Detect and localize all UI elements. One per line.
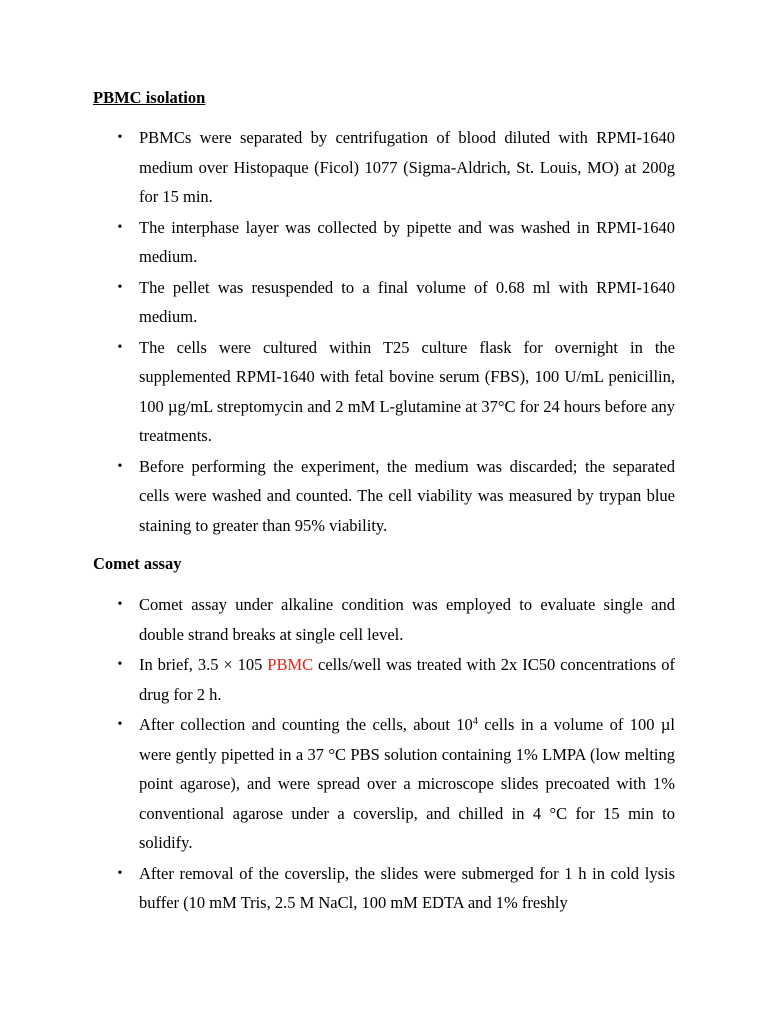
- list-item: [0, 452, 675, 541]
- list-item: [0, 710, 675, 858]
- list-item-text: The pellet was resuspended to a final volume of 0.68 ml with RPMI-1640 medium.: [139, 277, 675, 326]
- bullet-icon: •: [117, 865, 123, 881]
- list-item: [0, 859, 675, 918]
- bullet-icon: •: [117, 717, 123, 732]
- list-item: [0, 213, 675, 272]
- list-item-text-end: cells in a volume of 100 µl were gently pipetted in a 37 °C PBS solution containing 1% LMPA (low melting point agarose), and were spread over a microscope slides precoated with 1% conventional agarose under a coverslip, and chilled in 4 °C for 15 min to solidify.: [139, 715, 675, 852]
- list-item: [0, 333, 675, 451]
- bullet-icon: •: [117, 597, 123, 612]
- list-item-text: Before performing the experiment, the medium was discarded; the separated cells were washed and counted. The cell viability was measured by trypan blue staining to greater than 95% viability.: [139, 456, 675, 535]
- bullet-icon: •: [117, 279, 123, 295]
- bullet-icon: •: [117, 657, 123, 672]
- list-item-text-start: After collection and counting the cells, about 10: [139, 715, 473, 734]
- bullet-icon: •: [117, 458, 123, 474]
- list-item: [0, 590, 675, 649]
- bullet-icon: •: [117, 219, 123, 235]
- list-item-text: After removal of the coverslip, the slides were submerged for 1 h in cold lysis buffer (10 mM Tris, 2.5 M NaCl, 100 mM EDTA and 1% freshly: [139, 863, 675, 912]
- list-item-text: The interphase layer was collected by pipette and was washed in RPMI-1640 medium.: [139, 217, 675, 266]
- list-item-text-start: In brief, 3.5 × 105: [139, 655, 268, 674]
- superscript-exponent: 4: [472, 716, 478, 727]
- bullet-icon: •: [117, 130, 123, 145]
- list-item-text: PBMCs were separated by centrifugation of blood diluted with RPMI-1640 medium over Histopaque (Ficol) 1077 (Sigma-Aldrich, St. Louis, MO) at 200g for 15 min.: [139, 128, 675, 206]
- section-heading-comet-assay: Comet assay: [93, 554, 182, 573]
- list-item-text: Comet assay under alkaline condition was employed to evaluate single and double strand breaks at single cell level.: [139, 595, 675, 644]
- list-item-text: The cells were cultured within T25 culture flask for overnight in the supplemented RPMI-1640 with fetal bovine serum (FBS), 100 U/mL penicillin, 100 µg/mL streptomycin and 2 mM L-glutamine at 37°C for 24 hours before any treatments.: [139, 337, 675, 445]
- list-item-text-end: cells/well was treated with 2x IC50 concentrations of drug for 2 h.: [139, 655, 675, 704]
- section-heading-pbmc-isolation: PBMC isolation: [93, 88, 206, 107]
- comet-assay-list: [0, 590, 768, 919]
- bullet-icon: •: [117, 339, 123, 355]
- list-item: [0, 123, 675, 212]
- list-item: [0, 273, 675, 332]
- highlighted-term-pbmc: PBMC: [267, 655, 314, 674]
- list-item: [0, 650, 675, 709]
- pbmc-isolation-list: [0, 123, 768, 541]
